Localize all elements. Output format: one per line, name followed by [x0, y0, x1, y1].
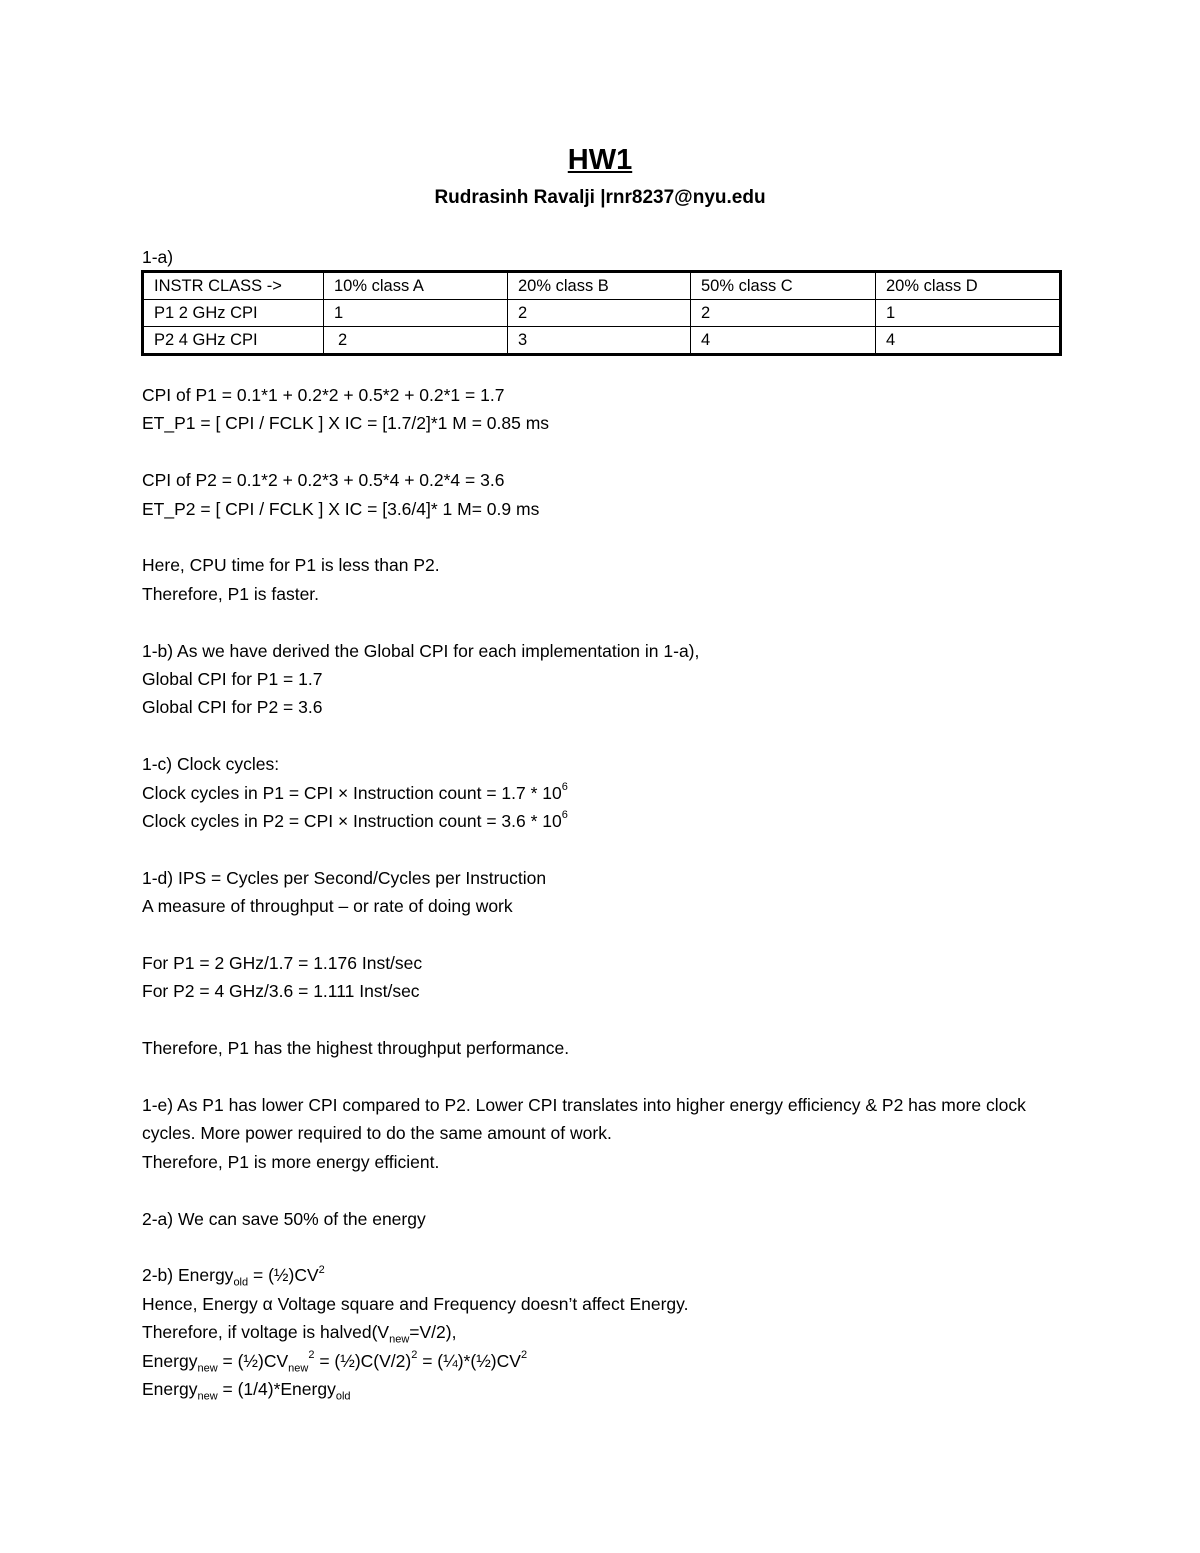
- table-cell: 20% class D: [876, 272, 1061, 300]
- table-cell: 1: [324, 300, 508, 327]
- text-line: CPI of P2 = 0.1*2 + 0.2*3 + 0.5*4 + 0.2*4 = 3.6: [142, 470, 505, 491]
- text-span: = (½)C(V/2): [314, 1350, 412, 1371]
- text-line: [142, 1375, 1082, 1403]
- text-span: Energy: [142, 1379, 198, 1400]
- subscript: new: [197, 1362, 218, 1375]
- text-line: A measure of throughput – or rate of doing work: [142, 896, 513, 917]
- table-cell: 2: [691, 300, 876, 327]
- text-line: Therefore, P1 is faster.: [142, 583, 320, 604]
- text-span: Therefore, if voltage is halved(V: [142, 1322, 390, 1343]
- author-line: Rudrasinh Ravalji |rnr8237@nyu.edu: [434, 187, 766, 208]
- section-label-1a: 1-a): [142, 247, 174, 267]
- text-line: Hence, Energy α Voltage square and Frequency doesn’t affect Energy.: [142, 1293, 689, 1314]
- text-line: 1-c) Clock cycles:: [142, 754, 280, 775]
- text-line: Therefore, P1 is more energy efficient.: [142, 1151, 440, 1172]
- text-line: [142, 1347, 1082, 1375]
- text-span: = (¼)*(½)CV: [417, 1350, 521, 1371]
- instruction-class-table: [141, 270, 1062, 356]
- table-row: [143, 300, 1061, 327]
- table-cell: 50% class C: [691, 272, 876, 300]
- text-line: CPI of P1 = 0.1*1 + 0.2*2 + 0.5*2 + 0.2*1 = 1.7: [142, 385, 505, 405]
- text-line: [142, 779, 1082, 807]
- exponent: 2: [318, 1263, 325, 1276]
- exponent: 6: [561, 809, 568, 822]
- subscript: old: [233, 1276, 249, 1289]
- text-line: ET_P1 = [ CPI / FCLK ] X IC = [1.7/2]*1 M = 0.85 ms: [142, 413, 550, 434]
- table-cell: 20% class B: [508, 272, 691, 300]
- subscript: new: [288, 1362, 309, 1375]
- table-cell: P2 4 GHz CPI: [143, 327, 324, 355]
- text-span: = (½)CV: [248, 1265, 319, 1286]
- text-line: [142, 1318, 1082, 1346]
- text-line: Global CPI for P2 = 3.6: [142, 697, 323, 718]
- subscript: new: [197, 1390, 218, 1403]
- text-line: Global CPI for P1 = 1.7: [142, 669, 323, 690]
- text-line: 1-d) IPS = Cycles per Second/Cycles per Instruction: [142, 867, 547, 888]
- text-span: Clock cycles in P2 = CPI × Instruction count = 3.6 * 10: [142, 811, 562, 832]
- text-line: ET_P2 = [ CPI / FCLK ] X IC = [3.6/4]* 1 M= 0.9 ms: [142, 498, 540, 519]
- table-cell: 4: [691, 327, 876, 355]
- text-line: [142, 807, 1082, 835]
- subscript: old: [335, 1390, 351, 1403]
- text-line: Therefore, P1 has the highest throughput performance.: [142, 1038, 570, 1059]
- text-line: Here, CPU time for P1 is less than P2.: [142, 555, 440, 576]
- table-cell: 10% class A: [324, 272, 508, 300]
- text-span: Energy: [142, 1350, 198, 1371]
- text-paragraph: 1-e) As P1 has lower CPI compared to P2. Lower CPI translates into higher energy efficiency & P2 has more clock cycles. More power required to do the same amount of work.: [142, 1095, 1026, 1144]
- table-row: [143, 327, 1061, 355]
- text-line: For P2 = 4 GHz/3.6 = 1.111 Inst/sec: [142, 981, 420, 1002]
- text-span: = (½)CV: [217, 1350, 289, 1371]
- table-cell: 2: [324, 327, 508, 355]
- exponent: 2: [308, 1348, 315, 1361]
- table-cell: 1: [876, 300, 1061, 327]
- table-cell: P1 2 GHz CPI: [143, 300, 324, 327]
- text-span: 2-b) Energy: [142, 1265, 234, 1286]
- text-span: = (1/4)*Energy: [217, 1379, 336, 1400]
- answer-body: [142, 381, 1082, 1403]
- table-cell: 3: [508, 327, 691, 355]
- table-cell: 2: [508, 300, 691, 327]
- text-line: [142, 1261, 1082, 1289]
- text-span: =V/2),: [409, 1322, 457, 1343]
- text-line: For P1 = 2 GHz/1.7 = 1.176 Inst/sec: [142, 953, 423, 974]
- table-cell: 4: [876, 327, 1061, 355]
- exponent: 2: [411, 1348, 418, 1361]
- exponent: 2: [520, 1348, 528, 1361]
- text-span: Clock cycles in P1 = CPI × Instruction count = 1.7 * 10: [142, 782, 562, 803]
- subscript: new: [389, 1333, 410, 1346]
- exponent: 6: [561, 780, 568, 793]
- page-title: HW1: [567, 144, 633, 176]
- table-cell: INSTR CLASS ->: [143, 272, 324, 300]
- table-header-row: [143, 272, 1061, 300]
- text-line: 1-b) As we have derived the Global CPI for each implementation in 1-a),: [142, 640, 700, 661]
- text-line: 2-a) We can save 50% of the energy: [142, 1208, 426, 1229]
